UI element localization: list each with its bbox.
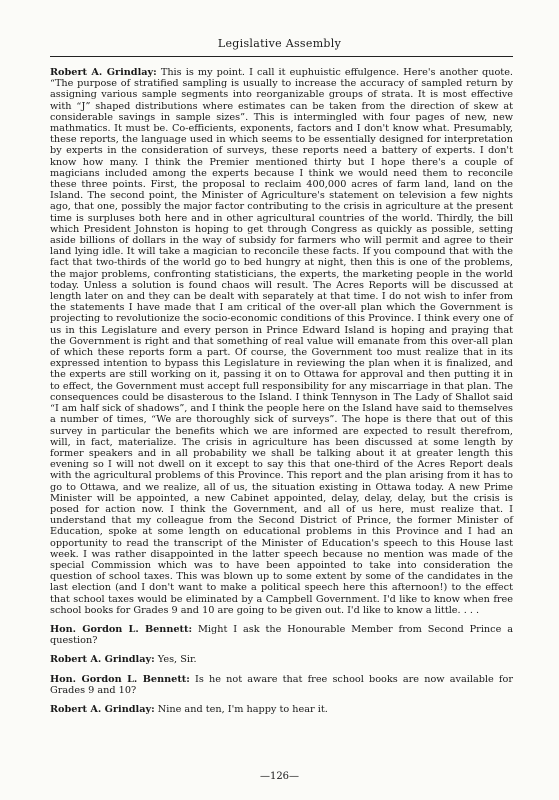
speech-text: Might I ask the Honourable Member from Second Prince a question? xyxy=(50,623,513,647)
speech-text: This is my point. I call it euphuistic effulgence. Here's another quote. “The purpose of stratified sampling is usually to increase the accuracy of sampled return by assigning various sample segments into reorganizable groups of strata. It is most effective with “J” shaped distributions where estimates can be taken from the direction of skew at considerable savings in sample sizes”. This is intermingled with four pages of new, new mathmatics. It must be. Co-efficients, exponents, factors and I don't know what. Presumably, these reports, the language used in which seems to be essentially designed for interpretation by experts in the consideration of surveys, these reports need a battery of experts. I don't know how many. I think the Premier mentioned thirty but I hope there's a couple of magicians included among the experts because I think we would need them to reconcile these three points. First, the proposal to reclaim 400,000 acres of farm land, land on the Island. The second point, the Minister of Agriculture's statement on television a few nights ago, that one, possibly the major factor contributing to the crisis in agriculture at the present time is surpluses both here and in other agricultural countries of the world. Thirdly, the bill which President Johnston is hoping to get through Congress as quickly as possible, setting aside billions of dollars in the way of subsidy for farmers who will permit and agree to their land lying idle. It will take a magician to reconcile these facts. If you compound that with the fact that two-thirds of the world go to bed hungry at night, then this is one of the problems, the major problems, confronting statisticians, the experts, the marketing people in the world today. Unless a solution is found chaos will result. The Acres Reports will be discussed at length later on and they can be dealt with separately at that time. I do not wish to infer from the statements I have made that I am critical of the over-all plan which the Government is projecting to revolutionize the socio-economic conditions of this Province. I think every one of us in this Legislature and every person in Prince Edward Island is hoping and praying that the Government is right and that something of real value will emanate from this over-all plan of which these reports form a part. Of course, the Government too must realize that in its expressed intention to bypass this Legislature in reviewing the plan when it is finalized, and the experts are still working on it, passing it on to Ottawa for approval and then putting it in to effect, the Government must accept full responsibility for any miscarriage in that plan. The consequences could be disasterous to the Island. I think Tennyson in The Lady of Shallot said “I am half sick of shadows”, and I think the people here on the Island have said to themselves a number of times, “We are thoroughly sick of surveys”. The hope is there that out of this survey in particular the benefits which we are informed are expected to result therefrom, will, in fact, materialize. The crisis in agriculture has been discussed at some length by former speakers and in all probability we shall be talking about it at greater length this evening so I will not dwell on it except to say this that one-third of the Acres Report deals with the agricultural problems of this Province. This report and the plan arising from it has to go to Ottawa, and we realize, all of us, the situation existing in Ottawa today. A new Prime Minister will be appointed, a new Cabinet appointed, delay, delay, delay, but the crisis is posed for action now. I think the Government, and all of us here, must realize that. I understand that my colleague from the Second District of Prince, the former Minister of Education, spoke at some length on educational problems in this Province and I had an opportunity to read the transcript of the Minister of Education's speech to this House last week. I was rather disappointed in the latter speech because no mention was made of the special Commission which was to have been appointed to take into consideration the question of school taxes. This was blown up to some extent by some of the candidates in the last election (and I don't want to make a political speech here this afternoon!) to the effect that school taxes would be eliminated by a Campbell Government. I'd like to know when free school books for Grades 9 and 10 are going to be given out. I'd like to know a little. . . . xyxy=(50,67,514,616)
speaker-name: Robert A. Grindlay: xyxy=(50,67,157,78)
paragraph xyxy=(50,704,513,715)
header-rule xyxy=(50,56,513,57)
paragraph xyxy=(50,67,513,616)
paragraph xyxy=(50,624,513,646)
running-header: Legislative Assembly xyxy=(217,37,342,50)
page-number: —126— xyxy=(259,771,300,782)
speaker-name: Robert A. Grindlay: xyxy=(50,654,155,666)
paragraph xyxy=(50,654,513,665)
paragraph xyxy=(50,674,513,696)
speech-text: Yes, Sir. xyxy=(157,654,197,666)
speech-text: Is he not aware that free school books are now available for Grades 9 and 10? xyxy=(50,673,513,696)
speech-text: Nine and ten, I'm happy to hear it. xyxy=(157,703,328,715)
transcript-body xyxy=(50,67,513,723)
speaker-name: Robert A. Grindlay: xyxy=(50,703,155,715)
speaker-name: Hon. Gordon L. Bennett: xyxy=(50,623,193,635)
speaker-name: Hon. Gordon L. Bennett: xyxy=(50,673,190,685)
